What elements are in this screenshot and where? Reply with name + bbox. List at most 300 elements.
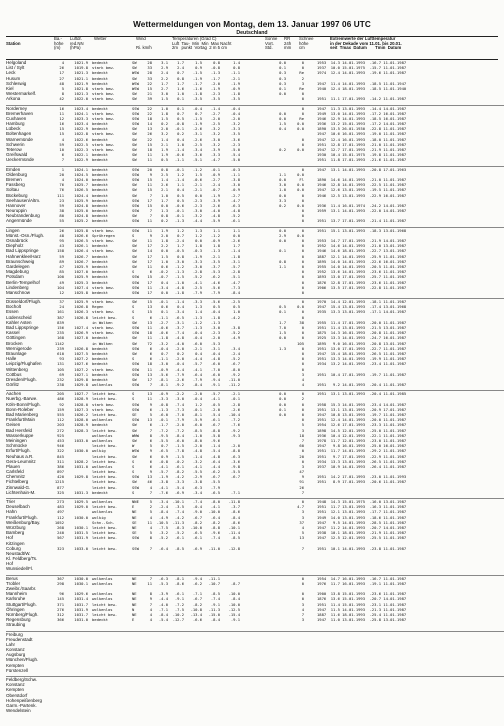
cell-t5: -6.7 — [230, 361, 240, 367]
cell-ex: 1958 15.3 14.01.1993 -23.4 14.01.1987 — [317, 401, 407, 407]
cell-sn: 0.0 — [297, 126, 304, 132]
station-name: Wernigerode — [6, 345, 32, 351]
cell-p: 1028.3 — [74, 427, 88, 433]
cell-ri: SSW — [132, 330, 139, 336]
cell-ff: 17 — [147, 376, 152, 382]
cell-t: -2.4 — [158, 504, 168, 510]
cell-wx: bedeckt — [92, 187, 109, 193]
station-name: Cuxhaven — [6, 115, 27, 121]
cell-ex: 1949 13.0 14.01.1993 -17.2 16.01.1987 — [317, 110, 407, 116]
cell-tx: -1.3 — [210, 248, 220, 254]
cell-wx: bedeckt — [92, 263, 109, 269]
cell-wx: wolkenlos — [92, 437, 113, 443]
cell-sn: 0 — [301, 406, 304, 412]
cell-ri: NE — [132, 591, 137, 597]
cell-alt: 239 — [57, 345, 64, 351]
cell-wx: wolkenlos — [92, 382, 113, 388]
cell-ff: 13 — [147, 304, 152, 310]
cell-rr: 0.3 — [279, 70, 286, 76]
cell-ex: 1951 12.1 13.01.1993 -17.7 11.01.1987 — [317, 509, 407, 515]
cell-tn: -6.3 — [192, 484, 202, 490]
station-name: Trobler — [6, 580, 21, 586]
cell-ff: 8 — [149, 535, 152, 541]
cell-td: -1.4 — [174, 147, 184, 152]
cell-ff: 6 — [149, 463, 152, 469]
cell-td: -1.4 — [174, 176, 184, 182]
cell-tn: -3.5 — [192, 96, 202, 102]
cell-tn: -2.9 — [192, 474, 202, 480]
cell-ff: 33 — [147, 65, 152, 71]
cell-p: 1027.2 — [74, 366, 88, 372]
cell-sn: 0 — [301, 412, 304, 417]
cell-ri: SW — [132, 243, 137, 249]
cell-td: -8.3 — [174, 524, 184, 530]
cell-p: 1031.9 — [74, 535, 88, 541]
cell-ex: 1906 13.5 17.01.1993 -22.8 11.01.1987 — [317, 284, 407, 290]
cell-tn: -3.6 — [192, 152, 202, 158]
cell-wx: leicht bew. — [92, 479, 118, 485]
cell-t5: -1.9 — [230, 80, 240, 86]
station-name: Greifswald — [6, 152, 28, 158]
cell-p: 1033.0 — [74, 545, 88, 551]
cell-td: -0.4 — [174, 361, 184, 367]
cell-tx: -3.9 — [210, 197, 220, 203]
cell-ri: SSW — [132, 274, 139, 280]
station-name: Teterow — [6, 147, 22, 152]
cell-ex: 1955 11.4 17.01.1993 -20.0 11.01.1987 — [317, 319, 407, 325]
cell-tx: -9.1 — [210, 382, 220, 388]
cell-ri: SE — [132, 530, 137, 536]
cell-sn: 0 — [301, 227, 304, 233]
cell-wx: stark bew. — [92, 238, 115, 243]
cell-p: 1022.5 — [74, 141, 88, 147]
cell-p: 1028.9 — [74, 396, 88, 402]
station-name: Warnemünde — [6, 136, 33, 142]
cell-ri: S — [132, 356, 135, 362]
cell-td: -7.2 — [174, 601, 184, 607]
cell-td: 0.5 — [177, 197, 184, 203]
cell-ri: SW — [132, 141, 137, 147]
cell-ff: 4 — [149, 514, 152, 520]
cell-ff: 6 — [149, 453, 152, 459]
cell-sn: 0 — [301, 350, 304, 356]
cell-tn: 0.9 — [195, 65, 202, 71]
cell-ri: SW — [132, 75, 137, 81]
cell-tx: -5.6 — [210, 284, 220, 290]
cell-rr: 0.1 — [279, 406, 286, 412]
cell-wx: bedeckt — [92, 202, 109, 208]
cell-wx: stark bew. — [92, 141, 115, 147]
cell-sn: 7 — [301, 489, 304, 495]
station-name: Nürnberg/Flugh. — [6, 611, 39, 617]
cell-t: 2.2 — [161, 75, 168, 81]
cell-td: -2.0 — [174, 356, 184, 362]
cell-ri: SSW — [132, 202, 139, 208]
cell-tx: -2.5 — [210, 121, 220, 127]
cell-sn: 2 — [301, 396, 304, 402]
cell-ff: 11 — [147, 325, 152, 330]
cell-tn: -2.1 — [192, 345, 202, 351]
cell-ex: 1876 13.6 15.01.1993 -20.7 14.01.1987 — [317, 596, 407, 602]
station-name: Kitzingen — [6, 540, 25, 546]
cell-sn: 0 — [301, 65, 304, 71]
cell-wx: wolkenlos — [92, 499, 113, 504]
cell-t5: -7.6 — [230, 422, 240, 428]
cell-ex: 1887 11.6 18.01.1993 -25.4 11.01.1987 — [317, 611, 407, 617]
data-table — [52, 60, 504, 713]
cell-alt: 367 — [57, 575, 64, 581]
page-subtitle: Deutschland — [236, 30, 268, 36]
cell-sn: 0.0 — [297, 147, 304, 152]
header-snow: Schnee höhe cm — [299, 36, 314, 51]
cell-p: 1031.7 — [74, 611, 88, 617]
cell-ff: 11 — [147, 227, 152, 233]
cell-td: -4.4 — [174, 366, 184, 372]
table-row — [52, 566, 504, 571]
cell-ri: SSW — [132, 545, 139, 551]
station-name: Neubrandenburg — [6, 213, 40, 219]
cell-ff: 8 — [149, 432, 152, 438]
header-sunshine: Sonne Vort. Std. — [265, 36, 278, 51]
header-pressure: Luftdr. red.NN (hPa) — [70, 36, 84, 51]
cell-td: -4.2 — [174, 474, 184, 480]
cell-sn: 0 — [301, 208, 304, 214]
cell-ri: SW — [132, 96, 137, 102]
cell-rr: 0.0 — [279, 335, 286, 341]
cell-p: 1024.8 — [74, 202, 88, 208]
cell-tx: -8.5 — [210, 591, 220, 597]
cell-tn: -5.5 — [192, 469, 202, 475]
cell-alt: 11 — [59, 110, 64, 116]
table-row — [52, 290, 504, 295]
cell-ff: 5 — [149, 530, 152, 536]
cell-ri: S — [132, 232, 135, 238]
cell-wx: stark bew. — [92, 284, 115, 290]
cell-td: -2.2 — [174, 391, 184, 397]
cell-ri: SSW — [132, 366, 139, 372]
station-name: Düsseldorf/Flugh. — [6, 298, 54, 304]
cell-ri: SSW — [132, 361, 139, 367]
cell-wx: bedeckt — [92, 166, 109, 172]
cell-alt: 12 — [59, 115, 64, 121]
cell-ex: 1947 10.6 16.01.1993 -19.0 11.01.1987 — [317, 131, 407, 137]
cell-tn: -3.2 — [192, 458, 202, 464]
cell-tn: -0.4 — [192, 105, 202, 111]
cell-tn: -7.4 — [192, 499, 202, 504]
cell-ex: 1946 12.5 13.01.1993 -22.9 16.01.1987 — [317, 192, 407, 198]
cell-wx: bedeckt — [92, 192, 109, 198]
cell-alt: 16 — [59, 121, 64, 127]
cell-td: -1.5 — [174, 443, 184, 449]
cell-ri: SW — [132, 479, 137, 485]
cell-alt: 240 — [57, 530, 64, 536]
cell-p: 1029.5 — [74, 499, 88, 504]
station-name: Diepholz — [6, 243, 24, 249]
cell-sn: 3 — [301, 617, 304, 623]
cell-ff: 7 — [149, 545, 152, 551]
cell-ri: W — [132, 443, 135, 449]
cell-ff: 21 — [147, 91, 152, 97]
cell-td: 0.7 — [177, 110, 184, 116]
cell-sn: 0 — [301, 248, 304, 254]
cell-tn: -2.1 — [192, 187, 202, 193]
cell-tx: -5.7 — [210, 391, 220, 397]
cell-td: -3.4 — [174, 309, 184, 315]
cell-alt: 298 — [57, 580, 64, 586]
cell-wx: stark bew. — [92, 227, 115, 233]
station-name: Plauen — [6, 463, 21, 469]
cell-p: 1027.6 — [74, 361, 88, 367]
cell-ri: SW — [132, 131, 137, 137]
cell-p: 1026.3 — [74, 309, 88, 315]
cell-alt: 38 — [59, 208, 64, 214]
cell-ex: 1875 14.3 16.01.1993 -20.8 11.01.1987 — [317, 330, 407, 336]
cell-td: -3.7 — [174, 325, 184, 330]
cell-t5: -2.3 — [230, 141, 240, 147]
cell-tx: -3.0 — [210, 325, 220, 330]
cell-t5: -11.0 — [228, 376, 240, 382]
cell-ri: S — [132, 469, 135, 475]
cell-t: -3.4 — [158, 499, 168, 504]
cell-ex: 1947 12.5 12.01.1993 -25.5 11.01.1987 — [317, 535, 407, 541]
cell-ri: S — [132, 269, 135, 275]
cell-t5: -10.0 — [228, 591, 240, 597]
cell-td: 0.5 — [177, 115, 184, 121]
cell-td: -1.8 — [174, 289, 184, 295]
cell-ex: 1951 13.7 17.01.1993 -21.4 11.01.1987 — [317, 218, 407, 224]
cell-wx: stark bew. — [92, 366, 115, 372]
station-name: Bückeburg — [6, 192, 28, 198]
cell-alt: 1142 — [54, 340, 64, 346]
table-row — [52, 96, 504, 101]
station-name: Öhringen — [6, 606, 25, 612]
station-name: Braunlage — [6, 350, 27, 356]
cell-tn: -1.5 — [192, 70, 202, 76]
cell-p: 1026.5 — [74, 238, 88, 243]
cell-alt: 235 — [57, 330, 64, 336]
cell-t: 1.8 — [161, 238, 168, 243]
cell-wx: bedeckt — [92, 258, 109, 264]
cell-sn: Re — [299, 115, 304, 121]
cell-wx: bedeckt — [92, 345, 109, 351]
cell-td: 1.6 — [177, 85, 184, 91]
cell-sn: 0.0 — [297, 171, 304, 177]
cell-ff: 2 — [149, 504, 152, 510]
cell-alt: 161 — [57, 309, 64, 315]
cell-sn: 0 — [301, 299, 304, 305]
cell-tx: -6.1 — [210, 417, 220, 423]
cell-sn: 0 — [301, 314, 304, 320]
cell-p: 1025.3 — [74, 279, 88, 285]
cell-ff: 6 — [149, 314, 152, 320]
cell-sn: 60 — [299, 443, 304, 449]
cell-p: 1030.0 — [74, 448, 88, 454]
cell-t: -5.5 — [158, 437, 168, 443]
cell-wx: bedeckt — [92, 376, 109, 382]
cell-td: -6.1 — [174, 463, 184, 469]
cell-tn: -2.3 — [192, 197, 202, 203]
cell-tn: -6.1 — [192, 535, 202, 541]
cell-wx: bedeckt — [92, 274, 109, 280]
cell-p: 1025.9 — [74, 299, 88, 305]
cell-t: 2.7 — [161, 85, 168, 91]
cell-t: 0.8 — [161, 213, 168, 219]
cell-ex: 1946 14.6 18.01.1993 -22.7 13.01.1987 — [317, 248, 407, 254]
cell-sn: 0 — [301, 448, 304, 454]
cell-tx: -8.8 — [210, 524, 220, 530]
cell-t5: -10.0 — [228, 601, 240, 607]
cell-sn: 0 — [301, 274, 304, 280]
cell-p: 1027.1 — [74, 371, 88, 377]
cell-ri: S — [132, 489, 135, 495]
cell-ff: 13 — [147, 319, 152, 325]
cell-wx: bedeckt — [92, 182, 109, 188]
cell-td: -1.5 — [174, 453, 184, 459]
cell-tx: -5.3 — [210, 340, 220, 346]
cell-tx: -3.5 — [210, 96, 220, 102]
cell-t5: -5.5 — [230, 469, 240, 475]
cell-sn: 0.0 — [297, 187, 304, 193]
cell-p: 1027.2 — [74, 356, 88, 362]
cell-alt: 112 — [57, 417, 64, 423]
cell-p: 1024.0 — [74, 176, 88, 182]
cell-sn: 0 — [301, 391, 304, 397]
cell-t5: -1.4 — [230, 248, 240, 254]
cell-ri: SSW — [132, 474, 139, 480]
cell-ff: 7 — [149, 427, 152, 433]
cell-td: 0.2 — [177, 350, 184, 356]
cell-t5: -5.0 — [230, 157, 240, 163]
cell-ff: 5 — [149, 412, 152, 417]
cell-tx: 1.1 — [213, 227, 220, 233]
cell-alt: 366 — [57, 617, 64, 623]
cell-p: 1031.3 — [74, 489, 88, 495]
cell-t: -8.4 — [158, 611, 168, 617]
station-name: Norderney — [6, 105, 54, 111]
cell-wx: leicht bew. — [92, 545, 118, 551]
cell-ri: SW — [132, 157, 137, 163]
cell-ri: NE — [132, 514, 137, 520]
cell-sn: 105 — [297, 340, 304, 346]
cell-td: -3.1 — [174, 319, 184, 325]
cell-tx: -9.6 — [210, 437, 220, 443]
cell-wx: bedeckt — [92, 253, 109, 259]
cell-ex: 1951 9.2 14.01.1993 -20.4 11.01.1987 — [317, 382, 407, 388]
cell-tn: -3.0 — [192, 263, 202, 269]
cell-ff: 11 — [147, 182, 152, 188]
cell-td: -8.4 — [174, 432, 184, 438]
cell-ri: SSW — [132, 406, 139, 412]
cell-t5: -9.2 — [230, 427, 240, 433]
cell-tx: -6.0 — [210, 371, 220, 377]
cell-ri: WSW — [132, 448, 139, 454]
cell-td: 0.1 — [177, 105, 184, 111]
cell-ff: 28 — [147, 70, 152, 76]
station-name: Straubing — [6, 622, 26, 628]
cell-ex: 1952 14.6 14.01.1993 -21.0 13.01.1987 — [317, 243, 407, 249]
cell-ff: 4 — [149, 524, 152, 530]
cell-p: 1021.9 — [74, 60, 88, 65]
cell-t5: 0.0 — [233, 232, 240, 238]
station-name: Kiel — [6, 85, 14, 91]
cell-ex: 1948 14.3 15.01.1975 -16.0 13.01.1987 — [317, 499, 407, 504]
station-name: Helgoland — [6, 60, 27, 65]
cell-t: -2.7 — [158, 319, 168, 325]
station-name: Lingen — [6, 227, 54, 233]
cell-td: -2.0 — [174, 345, 184, 351]
station-name: Erfurt/Flugh. — [6, 448, 31, 454]
cell-ri: SSW — [132, 325, 139, 330]
cell-ri: SW — [132, 335, 137, 341]
cell-tn: -5.1 — [192, 157, 202, 163]
cell-t5: -10.4 — [228, 412, 240, 417]
cell-ff: 17 — [147, 258, 152, 264]
cell-t: -3.2 — [158, 340, 168, 346]
station-name: Regensburg — [6, 617, 31, 623]
cell-sn: 0 — [301, 253, 304, 259]
cell-tx: -2.3 — [210, 91, 220, 97]
cell-t: 1.7 — [161, 80, 168, 86]
cell-alt: 238 — [57, 382, 64, 388]
cell-td: -8.5 — [174, 545, 184, 551]
cell-t5: -4.9 — [230, 335, 240, 341]
cell-tx: -0.5 — [210, 401, 220, 407]
cell-ex: 1951 11.7 13.01.1993 -16.3 11.01.1987 — [317, 504, 407, 510]
cell-tn: -4.1 — [192, 366, 202, 372]
cell-t5: -8.6 — [230, 519, 240, 525]
cell-wx: bedeckt — [92, 176, 109, 182]
cell-ri: S — [132, 309, 135, 315]
cell-t: 0.9 — [161, 453, 168, 459]
station-name: Bamberg — [6, 530, 25, 536]
cell-ex: 1940 12.4 18.01.1993 -18.5 11.01.1940 — [317, 85, 407, 91]
cell-tn: -6.7 — [192, 514, 202, 520]
cell-wx: stark bew. — [92, 110, 115, 116]
station-name: Wittenberg — [6, 366, 28, 372]
cell-t: -0.8 — [158, 401, 168, 407]
cell-td: -3.0 — [174, 396, 184, 402]
cell-tx: -10.0 — [208, 509, 220, 515]
cell-td: -5.2 — [174, 530, 184, 536]
cell-sn: 0 — [301, 105, 304, 111]
cell-ex: 1970 14.4 12.01.1993 -18.1 11.01.1987 — [317, 299, 407, 305]
cell-rr: 0.2 — [279, 147, 286, 152]
cell-ex: 1947 10.8 13.01.1993 -19.7 11.01.1987 — [317, 412, 407, 417]
cell-t5: -4.7 — [230, 197, 240, 203]
cell-td: -4.2 — [174, 514, 184, 520]
cell-sn: 7 — [301, 437, 304, 443]
station-name: Oberstdorf — [6, 692, 28, 698]
cell-tx: -8.8 — [210, 427, 220, 433]
cell-wx: wolkig — [92, 514, 106, 520]
cell-tn: -3.2 — [192, 213, 202, 219]
cell-ff: 9 — [149, 401, 152, 407]
cell-tn: -3.4 — [192, 489, 202, 495]
cell-ri: E — [132, 617, 135, 623]
cell-t5: -1.1 — [230, 70, 240, 76]
cell-tx: -2.6 — [210, 202, 220, 208]
cell-p: 1026.6 — [74, 232, 88, 238]
cell-p: 1025.9 — [74, 197, 88, 203]
cell-wx: wolkenlos — [92, 417, 113, 423]
cell-t5: -3.0 — [230, 182, 240, 188]
cell-sn: 0 — [301, 591, 304, 597]
cell-tn: -1.2 — [192, 319, 202, 325]
cell-sn: 7 — [301, 611, 304, 617]
cell-tx: -3.2 — [210, 131, 220, 137]
cell-ff: 17 — [147, 243, 152, 249]
cell-td: -0.6 — [174, 152, 184, 158]
